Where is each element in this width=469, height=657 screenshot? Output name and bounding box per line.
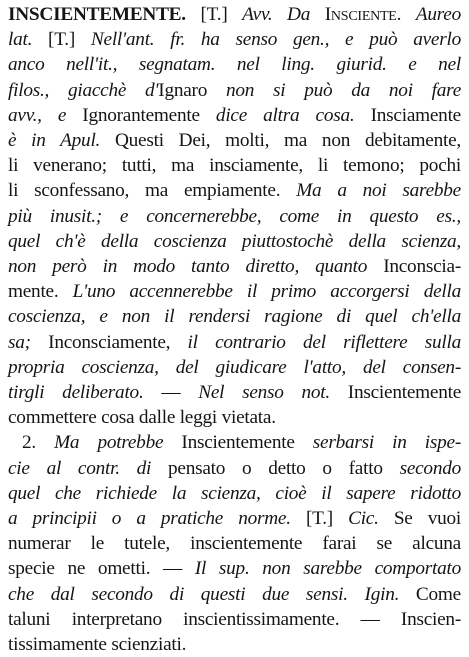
entry-line <box>8 506 461 531</box>
entry-line <box>8 178 461 203</box>
entry-text-run: lat. <box>8 29 33 51</box>
entry-line <box>8 355 461 380</box>
entry-text-run: cie al contr. di <box>8 457 152 479</box>
entry-text-run: Inconsciamente, <box>30 331 171 353</box>
headword: INSCIENTEMENTE. <box>8 4 186 25</box>
entry-line <box>8 556 461 581</box>
entry-line <box>8 2 461 27</box>
entry-text-run: Ignorantemente <box>82 104 200 126</box>
entry-text-run: Questi Dei, molti, ma non debitamente, <box>100 130 461 151</box>
entry-line <box>8 304 461 329</box>
entry-text-run: L'uno accennerebbe il primo accorgersi della <box>58 281 461 303</box>
entry-line <box>8 582 461 607</box>
entry-text-run: mente. <box>8 281 59 303</box>
entry-text-run: Inscientemente <box>329 382 462 403</box>
entry-line <box>8 607 461 632</box>
entry-text-run: Ma a noi sarebbe <box>296 180 461 202</box>
entry-text-run: anco nell'it., segnatam. nel ling. giurid. e nel <box>8 54 461 76</box>
entry-text-run: il contrario del riflettere sulla <box>170 331 461 353</box>
entry-line <box>8 128 461 153</box>
entry-line <box>8 330 461 355</box>
entry-line <box>8 103 461 128</box>
entry-text-run: Nell'ant. fr. ha senso gen., e può averlo <box>90 29 461 51</box>
entry-line <box>8 279 461 304</box>
entry-text-run: Inconscia- <box>383 256 461 277</box>
entry-line <box>8 405 461 430</box>
entry-line <box>8 531 461 556</box>
entry-text-run: Se vuoi <box>378 508 461 529</box>
entry-text-run: secondo <box>399 457 461 479</box>
entry-text-run: avv., e <box>8 104 83 126</box>
entry-line <box>8 52 461 77</box>
entry-text-run: sa; <box>8 331 31 353</box>
entry-text-run: Avv. Da <box>242 4 325 25</box>
entry-text-run: — <box>143 382 199 403</box>
entry-text-run: Insciamente <box>370 104 461 126</box>
entry-line <box>8 78 461 103</box>
entry-text-run: tirgli deliberato. <box>8 382 144 403</box>
entry-text-run: [T.] <box>32 29 91 51</box>
entry-text-run: pensato o detto o fatto <box>151 457 400 479</box>
entry-text-run: quel che richiede la scienza, cioè il sapere ridotto <box>8 482 461 504</box>
entry-text-run: propria coscienza, del giudicare l'atto, del consen- <box>8 356 461 378</box>
entry-text-run: più inusit.; e concernerebbe, come in questo es., <box>8 205 461 227</box>
entry-text-run: commettere cosa dalle leggi vietata. <box>8 407 276 429</box>
entry-text-run: serbarsi in ispe- <box>312 432 461 454</box>
entry-text-run: non si può da noi fare <box>207 79 461 101</box>
entry-text-run: taluni interpretano inscientissimamente. — Inscien- <box>8 608 461 630</box>
entry-text-run: Aureo <box>415 4 461 25</box>
entry-text-run: . <box>396 4 416 25</box>
entry-line <box>8 27 461 52</box>
entry-text-run: che dal secondo di questi due sensi. Igin. <box>8 583 400 605</box>
entry-text-run: specie ne ometti. <box>8 558 151 580</box>
entry-line <box>8 456 461 481</box>
entry-text-run: li venerano; tutti, ma insciamente, li temono; pochi <box>8 155 461 177</box>
entry-text-run: coscienza, e non il rendersi ragione di quel ch'ella <box>8 306 461 328</box>
entry-text-run: Cic. <box>348 508 379 529</box>
entry-line <box>8 153 461 178</box>
entry-text-run: tissimamente scienziati. <box>8 634 187 655</box>
entry-text-run: a principii o a pratiche norme. <box>8 508 291 529</box>
entry-text-run: Inscientemente <box>163 432 313 454</box>
entry-text-run: — <box>150 558 195 580</box>
entry-text-run: quel ch'è della coscienza piuttostochè della scienza, <box>8 230 461 252</box>
entry-text-run: numerar le tutele, inscientemente farai se alcuna <box>8 533 461 555</box>
entry-line <box>8 254 461 279</box>
entry-text-run: [T.] <box>185 4 243 25</box>
entry-text-run: [T.] <box>290 508 349 529</box>
entry-text-run: Insciente <box>324 4 397 25</box>
entry-text-run: li sconfessano, ma empiamente. <box>8 180 297 202</box>
entry-text-run: Nel senso not. <box>198 382 330 403</box>
entry-text-run: 2. <box>22 432 55 454</box>
entry-text-run: Il sup. non sarebbe comportato <box>194 558 461 580</box>
entry-text-run: è in Apul. <box>8 130 101 151</box>
entry-text-run: non però in modo tanto diretto, quanto <box>8 256 384 277</box>
entry-line <box>8 632 461 657</box>
entry-line <box>8 204 461 229</box>
entry-text-run: Ma potrebbe <box>54 432 164 454</box>
entry-text-run: Come <box>399 583 461 605</box>
entry-text-run: Ignaro <box>158 79 208 101</box>
entry-line <box>22 430 461 455</box>
entry-text-run: filos., giacchè d' <box>8 79 159 101</box>
entry-line <box>8 481 461 506</box>
entry-line <box>8 229 461 254</box>
entry-line <box>8 380 461 405</box>
entry-text-run: dice altra cosa. <box>199 104 371 126</box>
